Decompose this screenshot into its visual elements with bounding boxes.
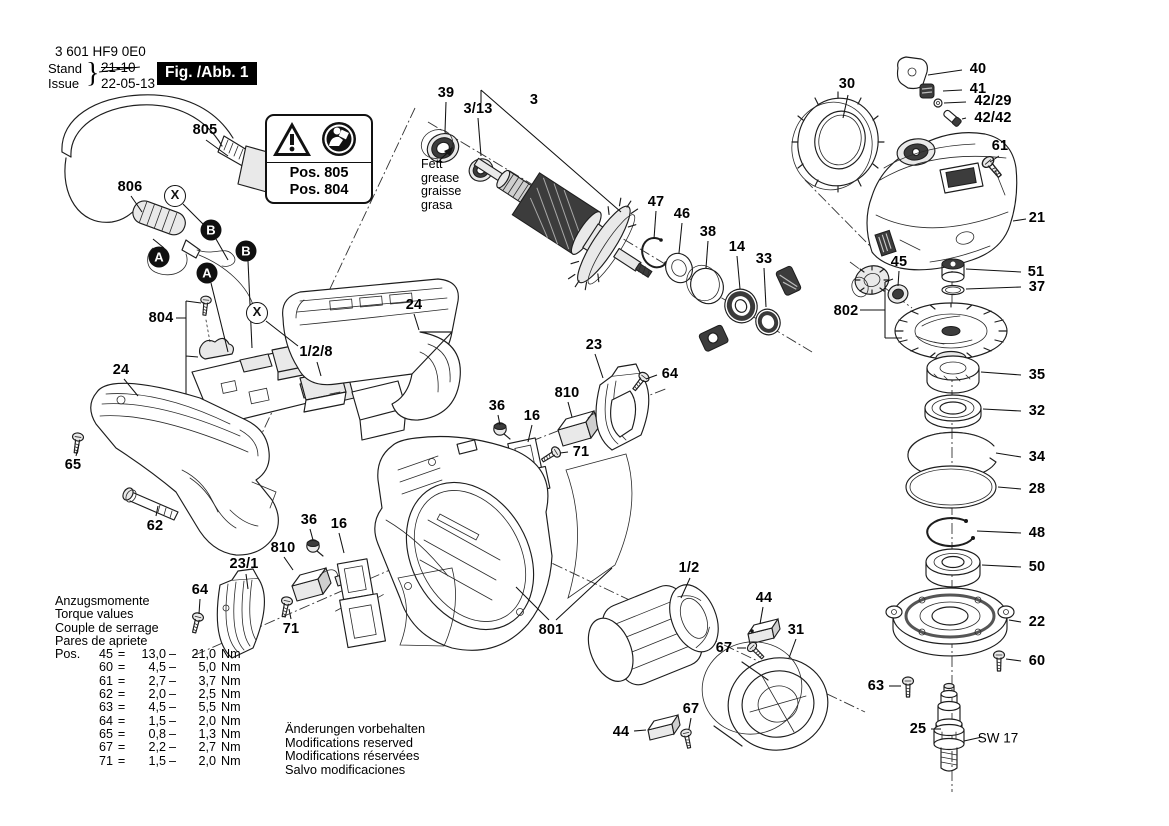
part-callout-64: 64 bbox=[661, 366, 679, 382]
part-callout-14: 14 bbox=[728, 239, 746, 255]
wrench-size-note: SW 17 bbox=[977, 730, 1019, 746]
grease-line-3: grasa bbox=[421, 197, 453, 212]
screw-62-drawing bbox=[121, 486, 178, 520]
shaft-rings-drawing bbox=[642, 238, 801, 352]
part-callout-50: 50 bbox=[1028, 559, 1046, 575]
assembly-marker-A: A bbox=[197, 263, 218, 284]
warning-pos-lines bbox=[267, 163, 371, 199]
grease-line-1: grease bbox=[421, 170, 460, 185]
part-callout-810: 810 bbox=[270, 540, 296, 556]
bevel-gear-set-drawing bbox=[850, 259, 1007, 373]
read-manual-icon bbox=[322, 122, 356, 156]
part-callout-40: 40 bbox=[969, 61, 987, 77]
torque-row-62: 62 = 2,0 – 2,5 Nm bbox=[98, 687, 241, 702]
modifications-line-3: Salvo modificaciones bbox=[285, 761, 406, 777]
part-callout-1-2-8: 1/2/8 bbox=[299, 344, 333, 360]
part-callout-44: 44 bbox=[612, 724, 630, 740]
part-callout-35: 35 bbox=[1028, 367, 1046, 383]
part-callout-62: 62 bbox=[146, 518, 164, 534]
part-callout-36: 36 bbox=[488, 398, 506, 414]
part-callout-804: 804 bbox=[148, 310, 174, 326]
part-callout-32: 32 bbox=[1028, 403, 1046, 419]
part-callout-46: 46 bbox=[673, 206, 691, 222]
part-callout-22: 22 bbox=[1028, 614, 1046, 630]
modifications-line-1: Modifications reserved bbox=[285, 734, 414, 750]
warning-pos-line-1: Pos. 804 bbox=[289, 182, 349, 198]
part-callout-42-29: 42/29 bbox=[974, 93, 1012, 109]
part-callout-30: 30 bbox=[838, 76, 856, 92]
screw-63-drawing bbox=[903, 677, 914, 697]
part-callout-36: 36 bbox=[300, 512, 318, 528]
part-callout-48: 48 bbox=[1028, 525, 1046, 541]
part-callout-16: 16 bbox=[523, 408, 541, 424]
part-callout-45: 45 bbox=[890, 254, 908, 270]
issue-date: 22-05-13 bbox=[101, 75, 156, 91]
part-callout-39: 39 bbox=[437, 85, 455, 101]
part-callout-63: 63 bbox=[867, 678, 885, 694]
part-callout-64: 64 bbox=[191, 582, 209, 598]
bearing-flange-22-drawing bbox=[886, 588, 1014, 656]
grease-note bbox=[421, 158, 461, 212]
grease-line-0: Fett bbox=[421, 157, 443, 171]
gear-ring-drawing bbox=[784, 91, 887, 198]
warning-icons bbox=[267, 116, 367, 162]
part-callout-71: 71 bbox=[572, 444, 590, 460]
warning-pos-line-0: Pos. 805 bbox=[289, 165, 349, 181]
torque-table bbox=[55, 595, 244, 768]
assembly-marker-A: A bbox=[149, 247, 170, 268]
stand-label: Stand bbox=[48, 61, 82, 76]
part-callout-23-1: 23/1 bbox=[229, 556, 259, 572]
part-callout-806: 806 bbox=[117, 179, 143, 195]
part-callout-810: 810 bbox=[554, 385, 580, 401]
stator-drawing bbox=[577, 571, 730, 698]
part-callout-44: 44 bbox=[755, 590, 773, 606]
part-callout-51: 51 bbox=[1027, 264, 1045, 280]
torque-row-65: 65 = 0,8 – 1,3 Nm bbox=[98, 726, 241, 741]
torque-table-heading bbox=[55, 595, 244, 648]
circlip-48-drawing bbox=[927, 518, 975, 546]
torque-row-60: 60 = 4,5 – 5,0 Nm bbox=[98, 660, 241, 675]
revision-dates bbox=[101, 60, 155, 91]
assembly-marker-B: B bbox=[201, 220, 222, 241]
superseded-date: 21-10 bbox=[101, 60, 136, 75]
part-callout-41: 41 bbox=[969, 81, 987, 97]
part-callout-25: 25 bbox=[909, 721, 927, 737]
assembly-marker-X: X bbox=[246, 302, 268, 324]
torque-row-71: 71 = 1,5 – 2,0 Nm bbox=[98, 753, 241, 768]
part-callout-67: 67 bbox=[682, 701, 700, 717]
part-callout-65: 65 bbox=[64, 457, 82, 473]
part-callout-24: 24 bbox=[405, 297, 423, 313]
part-callout-3: 3 bbox=[529, 92, 539, 108]
torque-heading-line-3: Pares de apriete bbox=[55, 633, 148, 648]
part-callout-34: 34 bbox=[1028, 449, 1046, 465]
warning-triangle-icon bbox=[273, 122, 311, 156]
torque-row-45: Pos. 45 = 13,0 – 21,0 Nm bbox=[55, 647, 241, 662]
assembly-marker-X: X bbox=[164, 185, 186, 207]
torque-row-63: 63 = 4,5 – 5,5 Nm bbox=[98, 700, 241, 715]
product-code: 3 601 HF9 0E0 bbox=[55, 44, 146, 59]
torque-row-67: 67 = 2,2 – 2,7 Nm bbox=[98, 740, 241, 755]
part-callout-16: 16 bbox=[330, 516, 348, 532]
part-callout-805: 805 bbox=[192, 122, 218, 138]
part-callout-42-42: 42/42 bbox=[974, 110, 1012, 126]
brace-glyph: } bbox=[86, 58, 100, 89]
assembly-marker-B: B bbox=[236, 241, 257, 262]
modifications-line-0: Änderungen vorbehalten bbox=[285, 721, 426, 736]
part-callout-61: 61 bbox=[991, 138, 1009, 154]
seal-ring-32-drawing bbox=[925, 395, 981, 428]
part-callout-47: 47 bbox=[647, 194, 665, 210]
motor-housing-drawing bbox=[375, 437, 559, 653]
torque-heading-line-1: Torque values bbox=[55, 607, 134, 622]
ring-28-drawing bbox=[906, 466, 996, 508]
part-callout-23: 23 bbox=[585, 337, 603, 353]
spindle-drawing bbox=[934, 684, 964, 772]
part-callout-801: 801 bbox=[538, 622, 564, 638]
part-callout-28: 28 bbox=[1028, 481, 1046, 497]
part-callout-60: 60 bbox=[1028, 653, 1046, 669]
torque-table-rows bbox=[55, 648, 244, 768]
modifications-note bbox=[285, 722, 425, 776]
stand-issue-labels bbox=[48, 61, 82, 91]
part-callout-33: 33 bbox=[755, 251, 773, 267]
modifications-line-2: Modifications réservées bbox=[285, 748, 420, 764]
issue-label: Issue bbox=[48, 76, 80, 91]
torque-heading-line-0: Anzugsmomente bbox=[55, 594, 150, 608]
torque-row-61: 61 = 2,7 – 3,7 Nm bbox=[98, 673, 241, 688]
part-callout-1-2: 1/2 bbox=[678, 560, 700, 576]
part-callout-24: 24 bbox=[112, 362, 130, 378]
grease-line-2: graisse bbox=[421, 184, 462, 198]
ball-bearing-50-drawing bbox=[926, 549, 980, 587]
screw-60-drawing bbox=[994, 651, 1005, 671]
part-callout-67: 67 bbox=[715, 640, 733, 656]
part-callout-37: 37 bbox=[1028, 279, 1046, 295]
part-callout-802: 802 bbox=[833, 303, 859, 319]
bearing-flange-35-drawing bbox=[927, 356, 979, 393]
part-callout-3-13: 3/13 bbox=[463, 101, 493, 117]
part-callout-71: 71 bbox=[282, 621, 300, 637]
part-callout-21: 21 bbox=[1028, 210, 1046, 226]
armature-drawing bbox=[449, 119, 678, 317]
warning-box bbox=[265, 114, 373, 204]
part-callout-31: 31 bbox=[787, 622, 805, 638]
torque-heading-line-2: Couple de serrage bbox=[55, 620, 159, 635]
part-callout-38: 38 bbox=[699, 224, 717, 240]
torque-row-64: 64 = 1,5 – 2,0 Nm bbox=[98, 713, 241, 728]
figure-label: Fig. /Abb. 1 bbox=[157, 62, 257, 85]
